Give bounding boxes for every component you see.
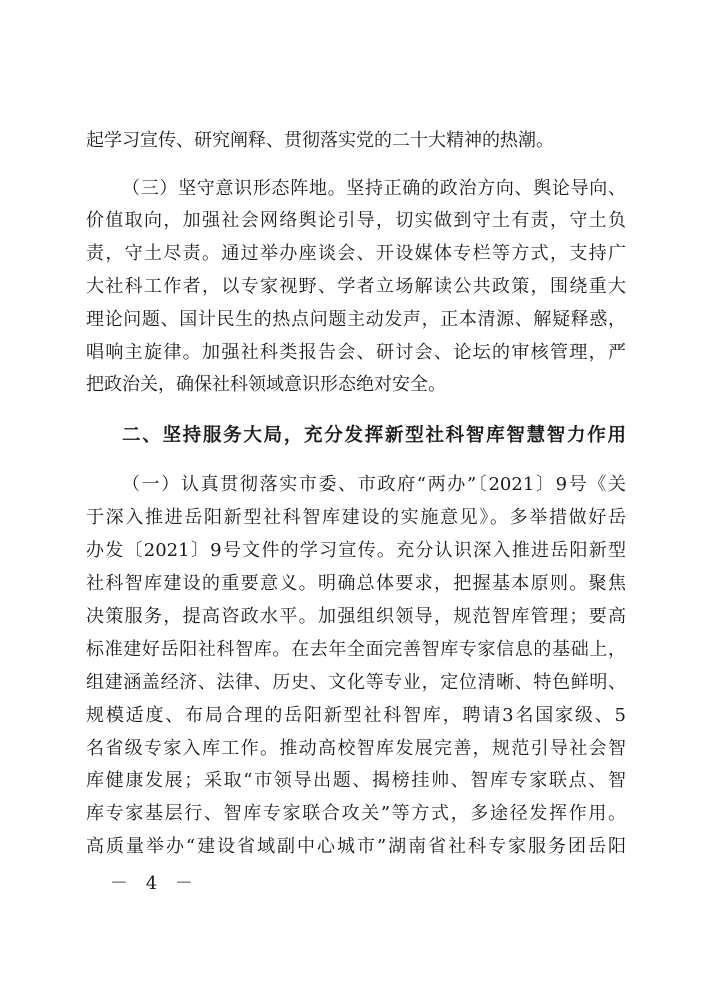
paragraph-line: 理论问题、国计民生的热点问题主动发声，正本清源、解疑释惑， <box>86 309 626 330</box>
section-heading: 二、坚持服务大局，充分发挥新型社科智库智慧智力作用 <box>122 425 626 446</box>
paragraph-line: 高质量举办“建设省域副中心城市”湖南省社科专家服务团岳阳 <box>86 836 626 857</box>
paragraph-line: 大社科工作者，以专家视野、学者立场解读公共政策，围绕重大 <box>86 276 626 297</box>
paragraph-line: 决策服务，提高咨政水平。加强组织领导，规范智库管理；要高 <box>86 606 626 627</box>
paragraph-line: 组建涵盖经济、法律、历史、文化等专业，定位清晰、特色鲜明、 <box>86 672 626 693</box>
paragraph-line: 于深入推进岳阳新型社科智库建设的实施意见》。多举措做好岳 <box>86 507 626 528</box>
paragraph-line: 库专家基层行、智库专家联合攻关”等方式，多途径发挥作用。 <box>86 803 626 824</box>
paragraph-line: 社科智库建设的重要意义。明确总体要求，把握基本原则。聚焦 <box>86 573 626 594</box>
paragraph-line: 规模适度、布局合理的岳阳新型社科智库，聘请3名国家级、5 <box>86 705 626 726</box>
paragraph-line: 唱响主旋律。加强社科类报告会、研讨会、论坛的审核管理，严 <box>86 342 626 363</box>
paragraph-line: 库健康发展；采取“市领导出题、揭榜挂帅、智库专家联点、智 <box>86 770 626 791</box>
paragraph-line: 办发〔2021〕9号文件的学习宣传。充分认识深入推进岳阳新型 <box>86 540 626 561</box>
paragraph-line: 名省级专家入库工作。推动高校智库发展完善，规范引导社会智 <box>86 738 626 759</box>
page-number: － 4 － <box>110 873 199 894</box>
paragraph-line: 责，守土尽责。通过举办座谈会、开设媒体专栏等方式，支持广 <box>86 243 626 264</box>
paragraph-line: 标准建好岳阳社科智库。在去年全面完善智库专家信息的基础上， <box>86 639 626 660</box>
paragraph-line: （三）坚守意识形态阵地。坚持正确的政治方向、舆论导向、 <box>122 178 626 199</box>
paragraph-line: 把政治关，确保社科领域意识形态绝对安全。 <box>86 374 446 395</box>
paragraph-line: 价值取向，加强社会网络舆论引导，切实做到守土有责，守土负 <box>86 210 626 231</box>
paragraph-line: （一）认真贯彻落实市委、市政府“两办”〔2021〕9号《关 <box>122 474 626 495</box>
paragraph-line: 起学习宣传、研究阐释、贯彻落实党的二十大精神的热潮。 <box>86 130 554 151</box>
